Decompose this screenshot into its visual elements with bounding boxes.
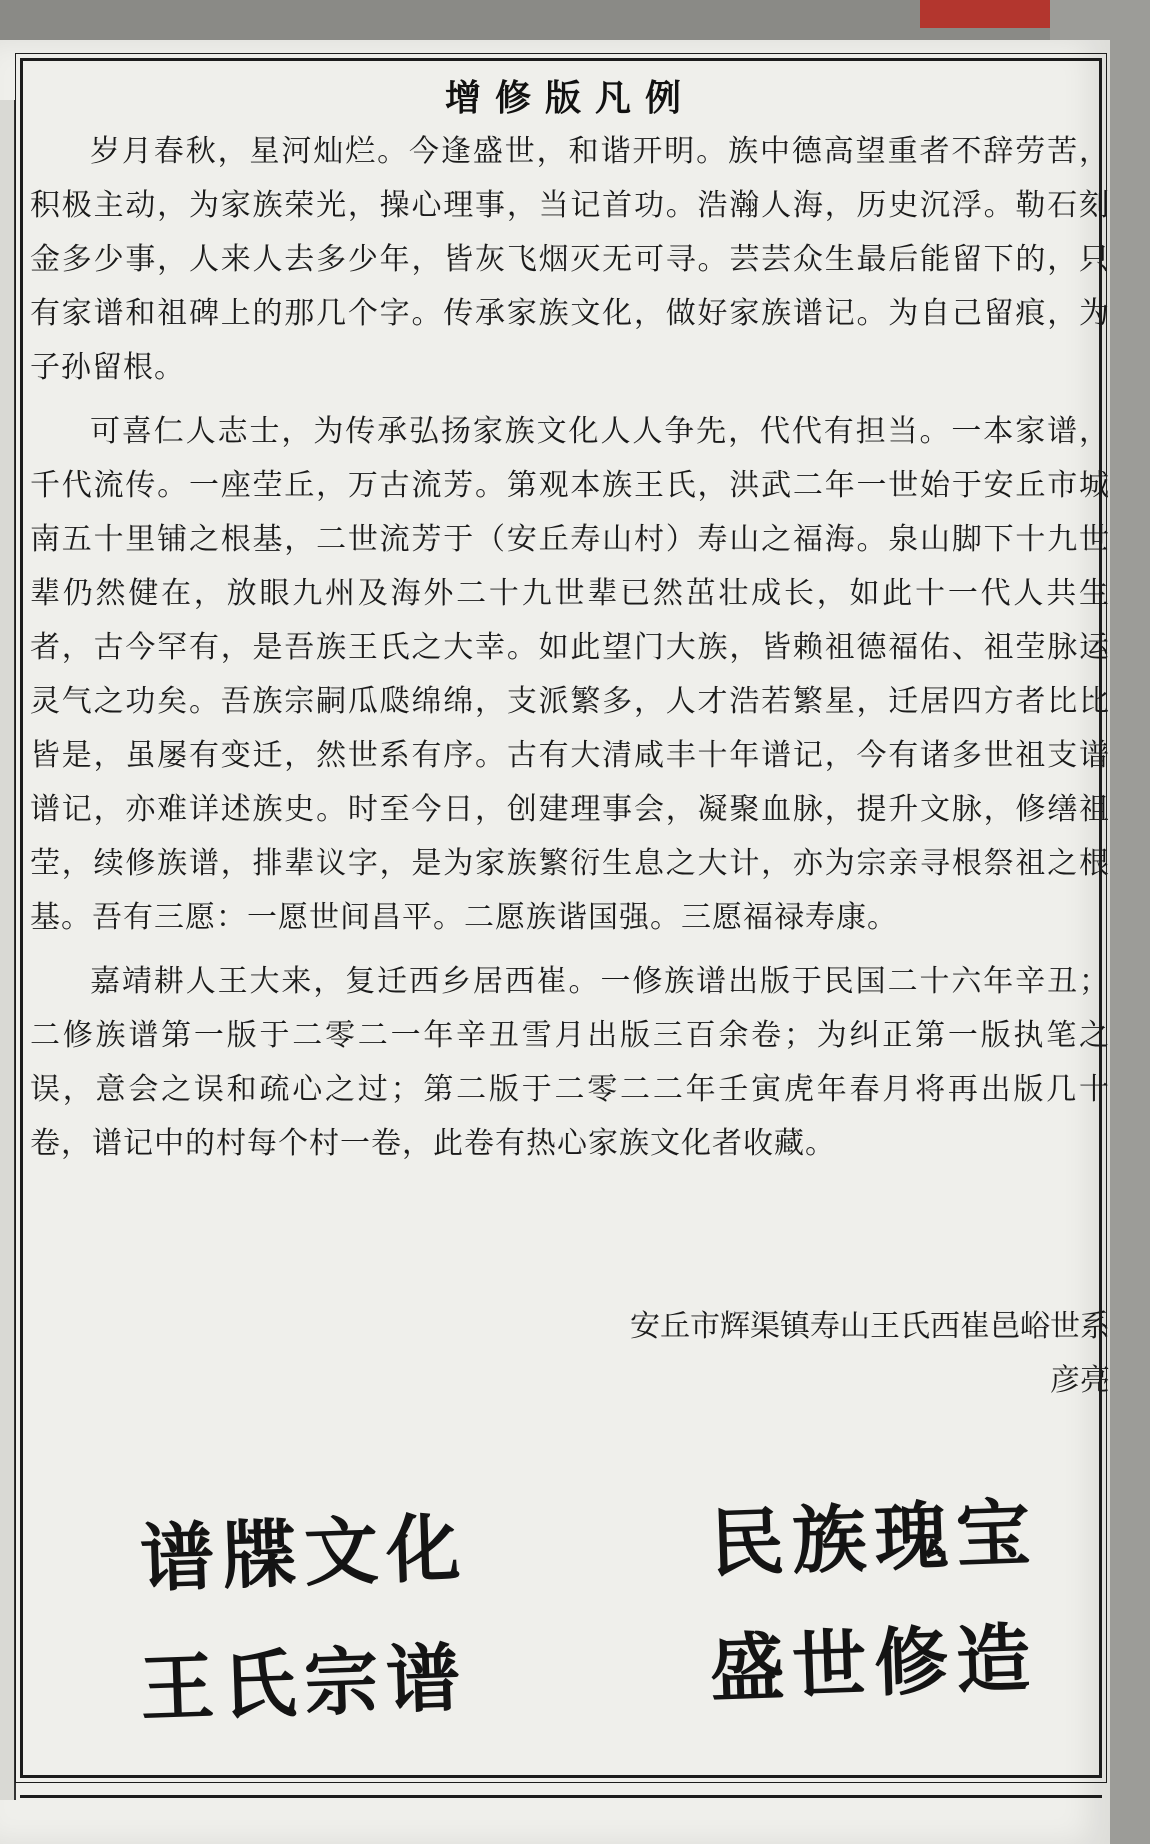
paragraph-2: 可喜仁人志士，为传承弘扬家族文化人人争先，代代有担当。一本家谱，千代流传。一座茔丘，万古流芳。第观本族王氏，洪武二年一世始于安丘市城南五十里铺之根基，二世流芳于（安丘寿山村）寿山之福海。泉山脚下十九世辈仍然健在，放眼九州及海外二十九世辈已然茁壮成长，如此十一代人共生者，古今罕有，是吾族王氏之大幸。如此望门大族，皆赖祖德福佑、祖茔脉运灵气之功矣。吾族宗嗣瓜瓞绵绵，支派繁多，人才浩若繁星，迁居四方者比比皆是，虽屡有变迁，然世系有序。古有大清咸丰十年谱记，今有诸多世祖支谱谱记，亦难详述族史。时至今日，创建理事会，凝聚血脉，提升文脉，修缮祖茔，续修族谱，排辈议字，是为家族繁衍生息之大计，亦为宗亲寻根祭祖之根基。吾有三愿：一愿世间昌平。二愿族谐国强。三愿福禄寿康。 bbox=[30, 414, 1110, 935]
book-page bbox=[0, 40, 1110, 1844]
motto-genealogy-culture: 谱牒文化 bbox=[138, 1505, 470, 1603]
motto-national-treasure: 民族瑰宝 bbox=[708, 1490, 1040, 1588]
paragraph-1: 岁月春秋，星河灿烂。今逢盛世，和谐开明。族中德高望重者不辞劳苦，积极主动，为家族荣光，操心理事，当记首功。浩瀚人海，历史沉浮。勒石刻金多少事，人来人去多少年，皆灰飞烟灭无可寻。芸芸众生最后能留下的，只有家谱和祖碑上的那几个字。传承家族文化，做好家族谱记。为自己留痕，为子孙留根。 bbox=[30, 134, 1110, 385]
paragraph-3: 嘉靖耕人王大来，复迁西乡居西崔。一修族谱出版于民国二十六年辛丑；二修族谱第一版于二零二一年辛丑雪月出版三百余卷；为纠正第一版执笔之误，意会之误和疏心之过；第二版于二零二二年壬寅虎年春月将再出版几十卷，谱记中的村每个村一卷，此卷有热心家族文化者收藏。 bbox=[30, 964, 1110, 1161]
motto-wang-clan-genealogy: 王氏宗谱 bbox=[138, 1635, 470, 1733]
motto-prosperous-era: 盛世修造 bbox=[708, 1615, 1040, 1713]
signature-lineage: 安丘市辉渠镇寿山王氏西崔邑峪世系 bbox=[630, 1309, 1110, 1344]
page-content bbox=[30, 70, 1110, 1398]
signature-author: 彦亮 bbox=[1050, 1363, 1110, 1398]
page-title: 增修版凡例 bbox=[444, 77, 695, 119]
bottom-rule bbox=[20, 1795, 1102, 1798]
page-fold bbox=[0, 100, 16, 1800]
signature-block bbox=[630, 1300, 1110, 1408]
